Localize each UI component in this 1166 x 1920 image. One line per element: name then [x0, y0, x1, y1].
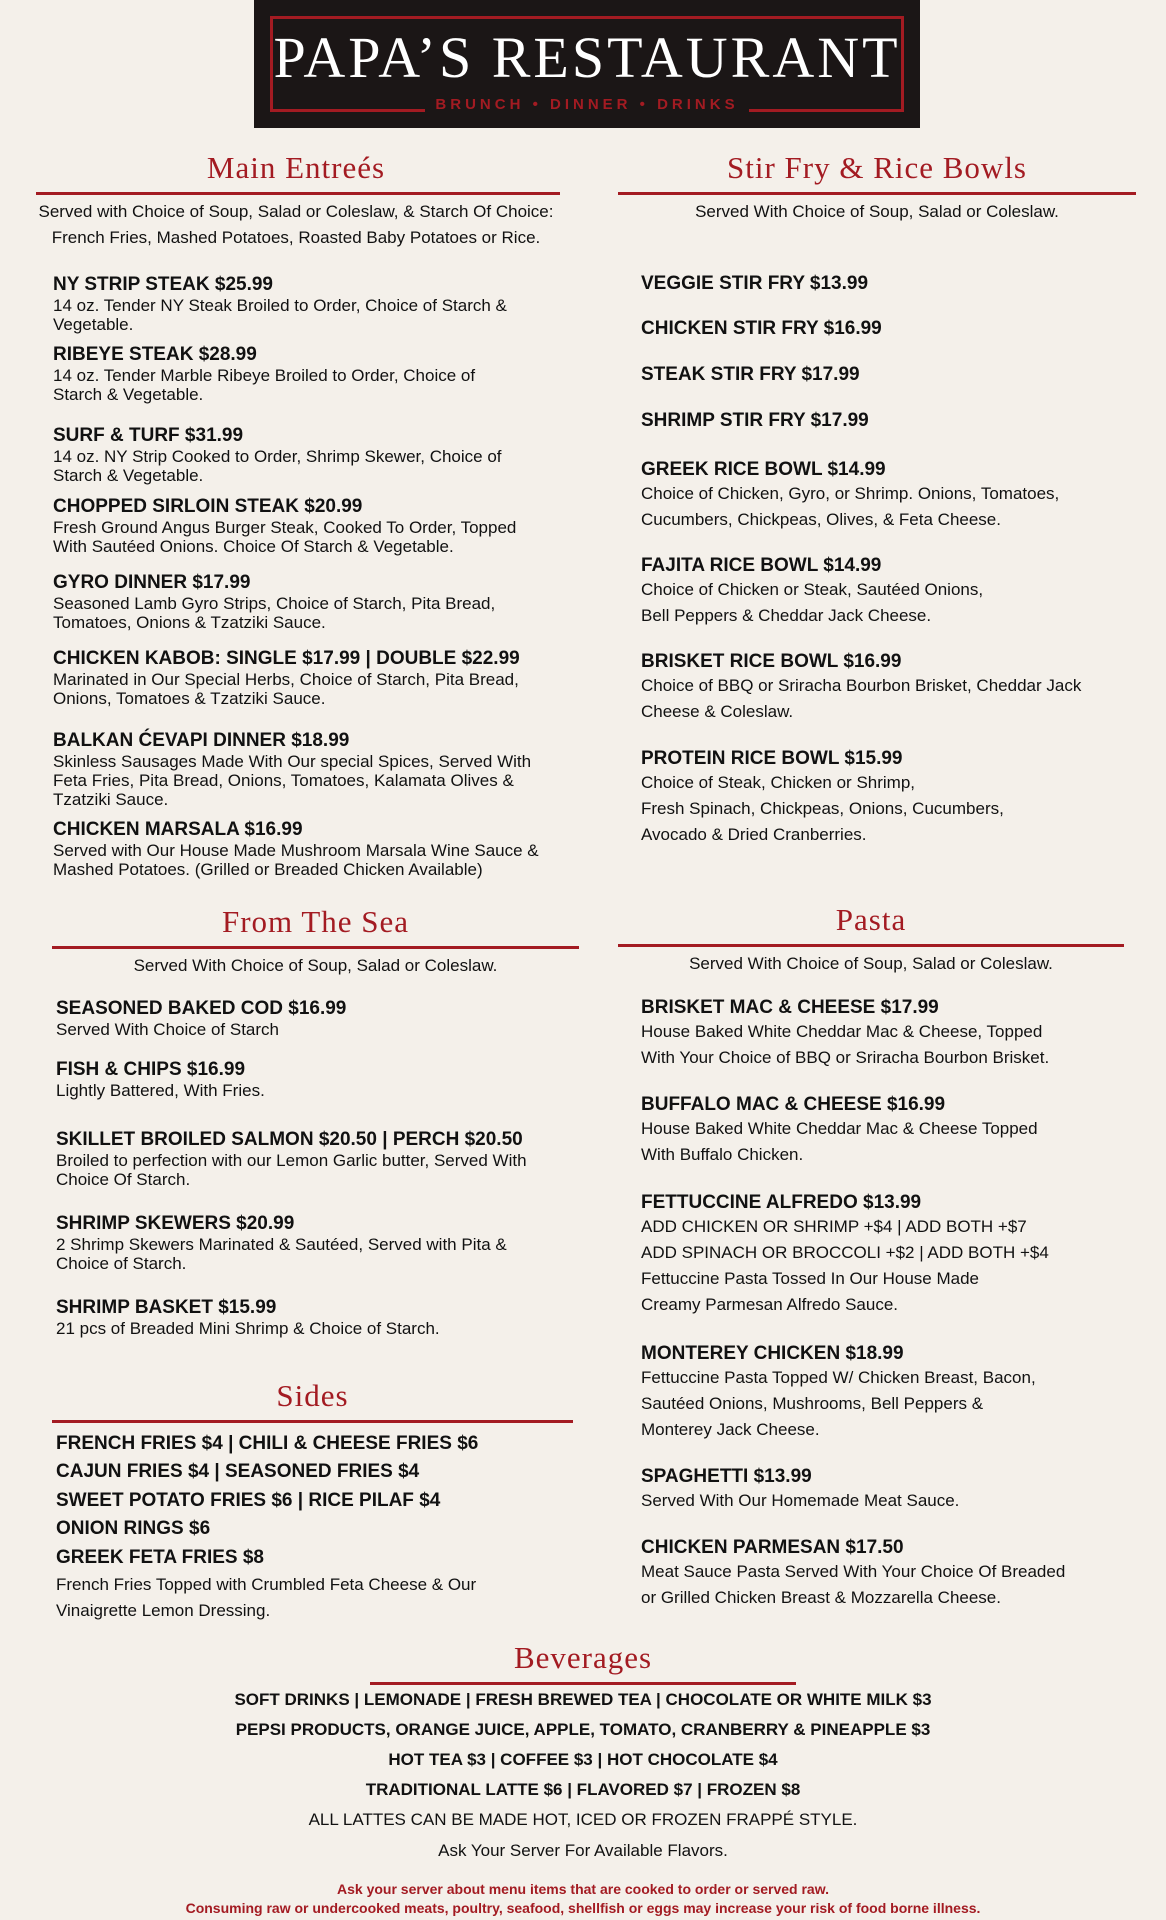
item-desc: or Grilled Chicken Breast & Mozzarella Cheese.: [641, 1588, 1001, 1607]
sea-title: From The Sea: [221, 904, 410, 939]
menu-item: [641, 1343, 1151, 1443]
item-desc: Served with Our House Made Mushroom Marsala Wine Sauce &: [53, 841, 539, 860]
menu-item: [641, 273, 1141, 295]
menu-item: [53, 572, 593, 632]
item-name: SHRIMP BASKET $15.99: [56, 1297, 277, 1318]
section-rule: [618, 944, 1124, 947]
sides-line: FRENCH FRIES $4 | CHILI & CHEESE FRIES $6: [56, 1433, 479, 1454]
stir-fry-title: Stir Fry & Rice Bowls: [726, 150, 1027, 185]
item-name: NY STRIP STEAK $25.99: [53, 274, 274, 295]
menu-item: [56, 1213, 596, 1273]
item-desc: Choice of BBQ or Sriracha Bourbon Brisket, Cheddar Jack: [641, 676, 1082, 695]
stir-fry-section: [618, 150, 1136, 225]
item-desc: Marinated in Our Special Herbs, Choice of Starch, Pita Bread,: [53, 670, 519, 689]
subtitle-line: French Fries, Mashed Potatoes, Roasted Baby Potatoes or Rice.: [51, 228, 541, 247]
menu-item: [56, 998, 596, 1039]
sides-line: ONION RINGS $6: [56, 1518, 211, 1539]
item-name: SPAGHETTI $13.99: [641, 1466, 812, 1487]
item-name: VEGGIE STIR FRY $13.99: [641, 273, 869, 294]
beverages-section: [370, 1640, 796, 1685]
menu-item: [641, 364, 1141, 386]
menu-item: [53, 648, 593, 708]
menu-item: [641, 1466, 1151, 1514]
item-desc: Choice of Chicken or Steak, Sautéed Onions,: [641, 580, 984, 599]
item-desc: Served With Choice of Starch: [56, 1020, 279, 1039]
item-desc: Tzatziki Sauce.: [53, 790, 169, 809]
subtitle-line: Served with Choice of Soup, Salad or Coleslaw, & Starch Of Choice:: [38, 202, 554, 221]
restaurant-name: PAPA’S RESTAURANT: [273, 25, 901, 90]
item-name: BRISKET RICE BOWL $16.99: [641, 651, 902, 672]
item-desc: Fettuccine Pasta Tossed In Our House Made: [641, 1269, 979, 1288]
item-desc: Fresh Ground Angus Burger Steak, Cooked To Order, Topped: [53, 518, 517, 537]
main-entrees-title: Main Entreés: [206, 150, 386, 185]
beverage-line: PEPSI PRODUCTS, ORANGE JUICE, APPLE, TOMATO, CRANBERRY & PINEAPPLE $3: [235, 1720, 931, 1739]
item-desc: Onions, Tomatoes & Tzatziki Sauce.: [53, 689, 326, 708]
item-name: BUFFALO MAC & CHEESE $16.99: [641, 1094, 946, 1115]
item-name: CHICKEN PARMESAN $17.50: [641, 1537, 904, 1558]
sides-desc: [56, 1572, 596, 1624]
item-name: CHICKEN MARSALA $16.99: [53, 819, 303, 840]
item-name: SHRIMP STIR FRY $17.99: [641, 410, 869, 431]
menu-item: [641, 997, 1151, 1071]
item-name: CHICKEN STIR FRY $16.99: [641, 318, 882, 339]
item-name: STEAK STIR FRY $17.99: [641, 364, 860, 385]
item-desc: Cheese & Coleslaw.: [641, 702, 794, 721]
item-desc: Fettuccine Pasta Topped W/ Chicken Breast, Bacon,: [641, 1368, 1036, 1387]
item-desc: Mashed Potatoes. (Grilled or Breaded Chicken Available): [53, 860, 483, 879]
item-name: SEASONED BAKED COD $16.99: [56, 998, 347, 1019]
item-desc: Starch & Vegetable.: [53, 385, 204, 404]
menu-item: [53, 344, 593, 404]
item-name: BALKAN ĆEVAPI DINNER $18.99: [53, 730, 350, 751]
item-desc: With Buffalo Chicken.: [641, 1145, 804, 1164]
menu-item: [53, 274, 593, 334]
item-name: CHICKEN KABOB: SINGLE $17.99 | DOUBLE $22.99: [53, 648, 520, 669]
beverage-note: Ask Your Server For Available Flavors.: [438, 1841, 728, 1860]
item-desc: ADD CHICKEN OR SHRIMP +$4 | ADD BOTH +$7: [641, 1217, 1027, 1236]
item-desc: Creamy Parmesan Alfredo Sauce.: [641, 1295, 899, 1314]
section-rule: [52, 1420, 573, 1423]
item-desc: French Fries Topped with Crumbled Feta Cheese & Our: [56, 1575, 477, 1594]
item-desc: 14 oz. NY Strip Cooked to Order, Shrimp Skewer, Choice of: [53, 447, 502, 466]
item-desc: ADD SPINACH OR BROCCOLI +$2 | ADD BOTH +$4: [641, 1243, 1049, 1262]
sea-section: [52, 904, 579, 979]
item-desc: 14 oz. Tender NY Steak Broiled to Order, Choice of Starch &: [53, 296, 507, 315]
pasta-title: Pasta: [835, 902, 907, 937]
item-desc: Vinaigrette Lemon Dressing.: [56, 1601, 271, 1620]
menu-item: [641, 459, 1151, 533]
sides-title: Sides: [276, 1378, 349, 1413]
item-name: RIBEYE STEAK $28.99: [53, 344, 257, 365]
sides-line: GREEK FETA FRIES $8: [56, 1547, 264, 1568]
item-desc: Monterey Jack Cheese.: [641, 1420, 820, 1439]
item-name: SHRIMP SKEWERS $20.99: [56, 1213, 295, 1234]
section-rule: [370, 1682, 796, 1685]
item-desc: Meat Sauce Pasta Served With Your Choice Of Breaded: [641, 1562, 1066, 1581]
item-name: MONTEREY CHICKEN $18.99: [641, 1343, 904, 1364]
item-desc: Bell Peppers & Cheddar Jack Cheese.: [641, 606, 932, 625]
menu-item: [53, 496, 593, 556]
beverage-line: SOFT DRINKS | LEMONADE | FRESH BREWED TEA | CHOCOLATE OR WHITE MILK $3: [234, 1690, 932, 1709]
item-name: GYRO DINNER $17.99: [53, 572, 251, 593]
beverage-line: TRADITIONAL LATTE $6 | FLAVORED $7 | FROZEN $8: [365, 1780, 801, 1799]
item-name: BRISKET MAC & CHEESE $17.99: [641, 997, 939, 1018]
menu-item: [641, 1094, 1151, 1168]
section-rule: [52, 946, 579, 949]
sides-line: SWEET POTATO FRIES $6 | RICE PILAF $4: [56, 1490, 441, 1511]
item-name: GREEK RICE BOWL $14.99: [641, 459, 886, 480]
menu-item: [641, 1192, 1151, 1318]
menu-item: [641, 651, 1151, 725]
raw-food-warning: Consuming raw or undercooked meats, poultry, seafood, shellfish or eggs may increase your risk of food borne illness.: [185, 1900, 981, 1916]
section-rule: [36, 192, 560, 195]
item-desc: Fresh Spinach, Chickpeas, Onions, Cucumbers,: [641, 799, 1004, 818]
stir-fry-subtitle: Served With Choice of Soup, Salad or Coleslaw.: [695, 202, 1059, 221]
item-desc: 2 Shrimp Skewers Marinated & Sautéed, Served with Pita &: [56, 1235, 507, 1254]
sides-section: [52, 1378, 573, 1423]
beverage-line: HOT TEA $3 | COFFEE $3 | HOT CHOCOLATE $4: [388, 1750, 778, 1769]
item-desc: House Baked White Cheddar Mac & Cheese Topped: [641, 1119, 1038, 1138]
item-desc: Starch & Vegetable.: [53, 466, 204, 485]
item-name: PROTEIN RICE BOWL $15.99: [641, 748, 903, 769]
item-name: CHOPPED SIRLOIN STEAK $20.99: [53, 496, 363, 517]
beverages-title: Beverages: [513, 1640, 653, 1675]
item-desc: Lightly Battered, With Fries.: [56, 1081, 265, 1100]
item-desc: 21 pcs of Breaded Mini Shrimp & Choice of Starch.: [56, 1319, 440, 1338]
item-desc: With Sautéed Onions. Choice Of Starch & Vegetable.: [53, 537, 454, 556]
item-name: SKILLET BROILED SALMON $20.50 | PERCH $20.50: [56, 1129, 523, 1150]
item-desc: Tomatoes, Onions & Tzatziki Sauce.: [53, 613, 326, 632]
banner-tagline: [254, 96, 920, 114]
pasta-subtitle: Served With Choice of Soup, Salad or Coleslaw.: [689, 954, 1053, 973]
restaurant-banner: [254, 0, 920, 128]
item-desc: Choice of Starch.: [56, 1254, 187, 1273]
item-desc: Seasoned Lamb Gyro Strips, Choice of Starch, Pita Bread,: [53, 594, 496, 613]
item-name: SURF & TURF $31.99: [53, 425, 244, 446]
menu-item: [641, 555, 1151, 629]
item-desc: Choice of Chicken, Gyro, or Shrimp. Onions, Tomatoes,: [641, 484, 1060, 503]
menu-item: [53, 819, 593, 879]
menu-item: [56, 1129, 596, 1189]
menu-item: [641, 1537, 1151, 1611]
item-desc: House Baked White Cheddar Mac & Cheese, Topped: [641, 1022, 1043, 1041]
item-name: FISH & CHIPS $16.99: [56, 1059, 246, 1080]
sea-subtitle: Served With Choice of Soup, Salad or Coleslaw.: [133, 956, 498, 975]
item-desc: With Your Choice of BBQ or Sriracha Bourbon Brisket.: [641, 1048, 1050, 1067]
item-desc: Cucumbers, Chickpeas, Olives, & Feta Cheese.: [641, 510, 1001, 529]
item-desc: 14 oz. Tender Marble Ribeye Broiled to Order, Choice of: [53, 366, 476, 385]
sides-line: CAJUN FRIES $4 | SEASONED FRIES $4: [56, 1461, 420, 1482]
item-desc: Broiled to perfection with our Lemon Garlic butter, Served With: [56, 1151, 527, 1170]
item-desc: Served With Our Homemade Meat Sauce.: [641, 1491, 960, 1510]
item-desc: Avocado & Dried Cranberries.: [641, 825, 867, 844]
raw-food-warning: Ask your server about menu items that are cooked to order or served raw.: [337, 1881, 829, 1897]
menu-item: [641, 318, 1141, 340]
section-rule: [618, 192, 1136, 195]
menu-item: [641, 410, 1141, 432]
menu-item: [53, 425, 593, 485]
main-entrees-section: [8, 150, 584, 251]
tagline-text: BRUNCH • DINNER • DRINKS: [425, 96, 748, 114]
item-desc: Skinless Sausages Made With Our special Spices, Served With: [53, 752, 532, 771]
item-desc: Feta Fries, Pita Bread, Onions, Tomatoes, Kalamata Olives &: [53, 771, 514, 790]
beverage-note: ALL LATTES CAN BE MADE HOT, ICED OR FROZEN FRAPPÉ STYLE.: [308, 1810, 858, 1829]
pasta-section: [618, 902, 1124, 977]
menu-item: [53, 730, 593, 809]
item-name: FAJITA RICE BOWL $14.99: [641, 555, 882, 576]
menu-item: [56, 1059, 596, 1100]
menu-item: [641, 748, 1151, 848]
item-name: FETTUCCINE ALFREDO $13.99: [641, 1192, 922, 1213]
item-desc: Vegetable.: [53, 315, 134, 334]
item-desc: Sautéed Onions, Mushrooms, Bell Peppers &: [641, 1394, 984, 1413]
main-entrees-subtitle: [8, 199, 584, 251]
menu-item: [56, 1297, 596, 1338]
item-desc: Choice of Steak, Chicken or Shrimp,: [641, 773, 916, 792]
item-desc: Choice Of Starch.: [56, 1170, 191, 1189]
